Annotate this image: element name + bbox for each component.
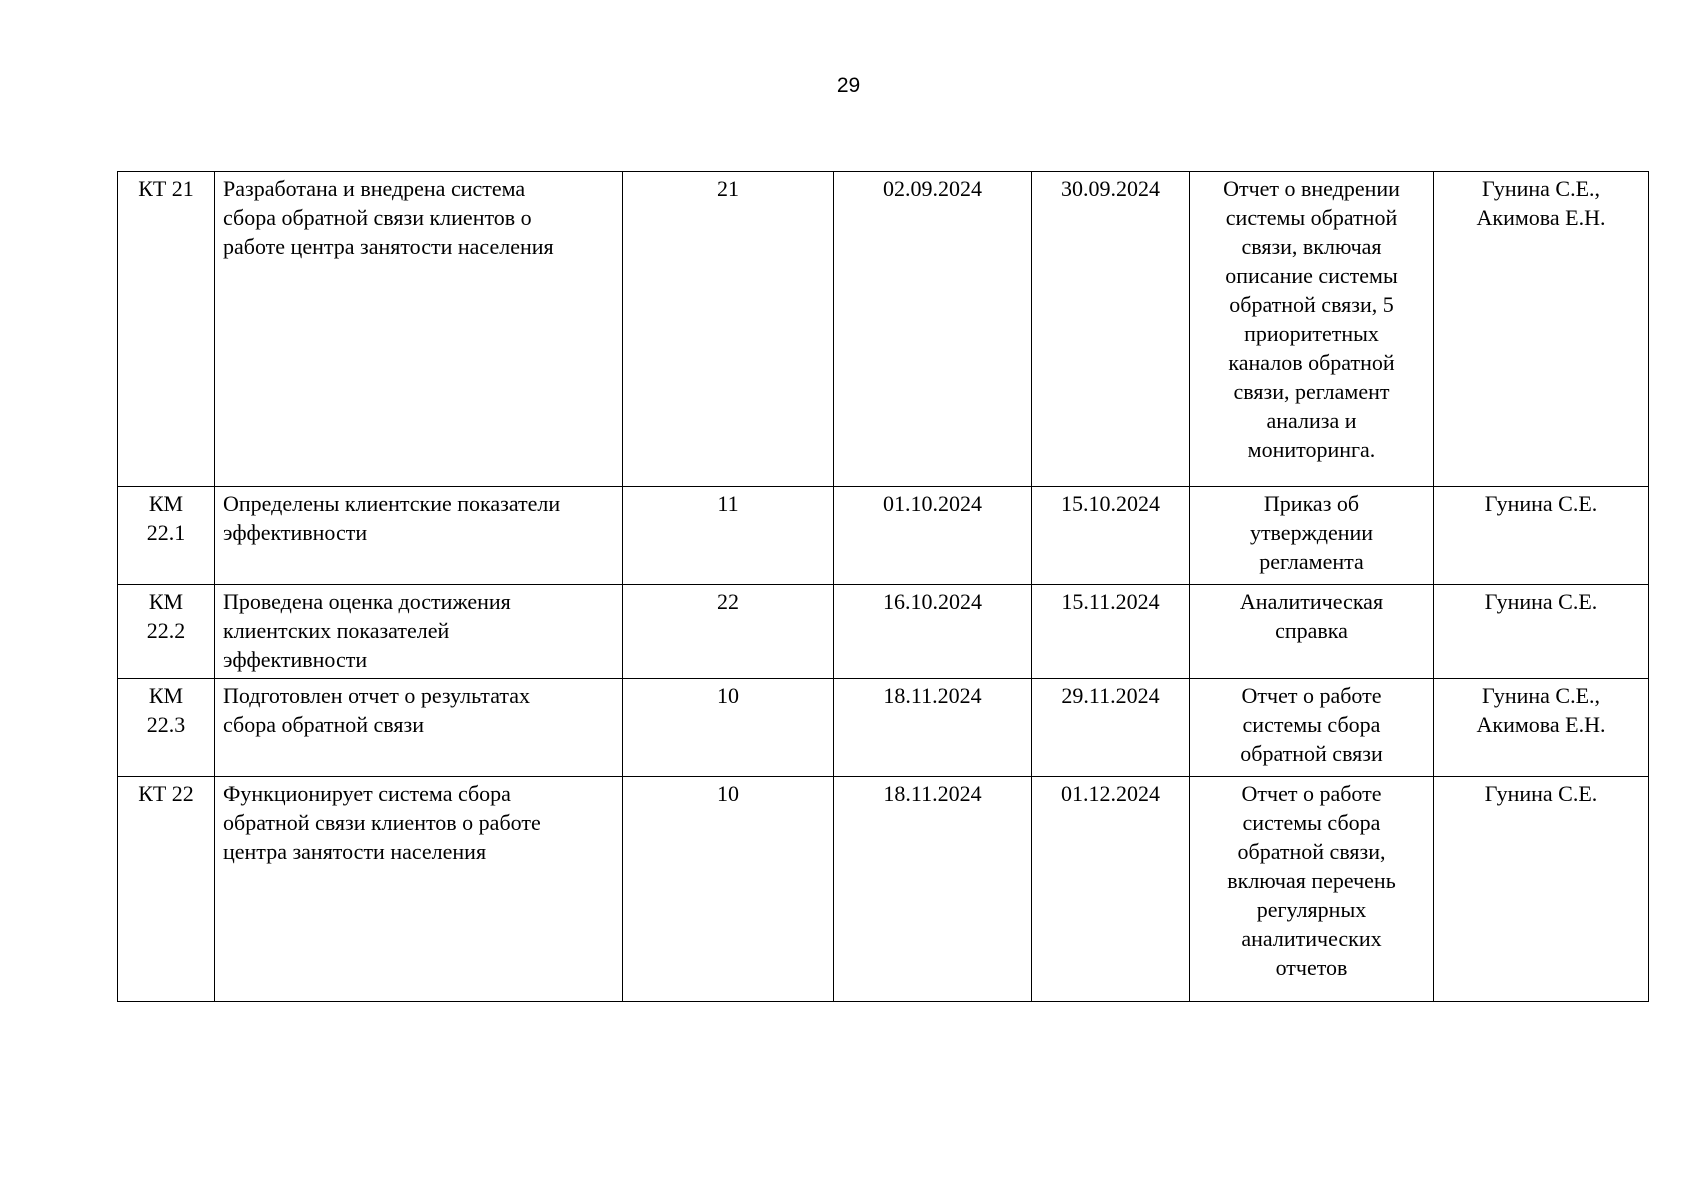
stage-title: Проведена оценка достижения клиентских показателей эффективности [215, 585, 623, 679]
stage-document: Отчет о внедрении системы обратной связи, включая описание системы обратной связи, 5 приоритетных каналов обратной связи, регламент анализа и мониторинга. [1190, 172, 1434, 487]
stage-responsible: Гунина С.Е., Акимова Е.Н. [1434, 679, 1649, 777]
stage-duration: 10 [623, 679, 834, 777]
stage-duration: 21 [623, 172, 834, 487]
stage-responsible: Гунина С.Е. [1434, 777, 1649, 1002]
stage-duration: 11 [623, 487, 834, 585]
stage-document: Отчет о работе системы сбора обратной связи [1190, 679, 1434, 777]
stage-code: КМ 22.3 [118, 679, 215, 777]
table-row [118, 679, 1649, 777]
stage-start-date: 02.09.2024 [834, 172, 1032, 487]
page-number: 29 [836, 74, 861, 97]
plan-table [117, 171, 1649, 1002]
stage-code: КТ 22 [118, 777, 215, 1002]
table-row [118, 172, 1649, 487]
table-row [118, 585, 1649, 679]
stage-start-date: 18.11.2024 [834, 679, 1032, 777]
stage-end-date: 15.11.2024 [1032, 585, 1190, 679]
stage-duration: 22 [623, 585, 834, 679]
stage-start-date: 01.10.2024 [834, 487, 1032, 585]
table-row [118, 487, 1649, 585]
stage-code: КТ 21 [118, 172, 215, 487]
stage-title: Определены клиентские показатели эффективности [215, 487, 623, 585]
stage-duration: 10 [623, 777, 834, 1002]
stage-title: Разработана и внедрена система сбора обратной связи клиентов о работе центра занятости населения [215, 172, 623, 487]
stage-code: КМ 22.1 [118, 487, 215, 585]
stage-title: Подготовлен отчет о результатах сбора обратной связи [215, 679, 623, 777]
stage-end-date: 29.11.2024 [1032, 679, 1190, 777]
stage-end-date: 15.10.2024 [1032, 487, 1190, 585]
stage-responsible: Гунина С.Е. [1434, 585, 1649, 679]
stage-title: Функционирует система сбора обратной связи клиентов о работе центра занятости населения [215, 777, 623, 1002]
stage-end-date: 30.09.2024 [1032, 172, 1190, 487]
stage-document: Аналитическая справка [1190, 585, 1434, 679]
stage-start-date: 16.10.2024 [834, 585, 1032, 679]
stage-responsible: Гунина С.Е., Акимова Е.Н. [1434, 172, 1649, 487]
stage-document: Отчет о работе системы сбора обратной связи, включая перечень регулярных аналитических отчетов [1190, 777, 1434, 1002]
stage-code: КМ 22.2 [118, 585, 215, 679]
stage-end-date: 01.12.2024 [1032, 777, 1190, 1002]
stage-responsible: Гунина С.Е. [1434, 487, 1649, 585]
stage-document: Приказ об утверждении регламента [1190, 487, 1434, 585]
stage-start-date: 18.11.2024 [834, 777, 1032, 1002]
table-row [118, 777, 1649, 1002]
